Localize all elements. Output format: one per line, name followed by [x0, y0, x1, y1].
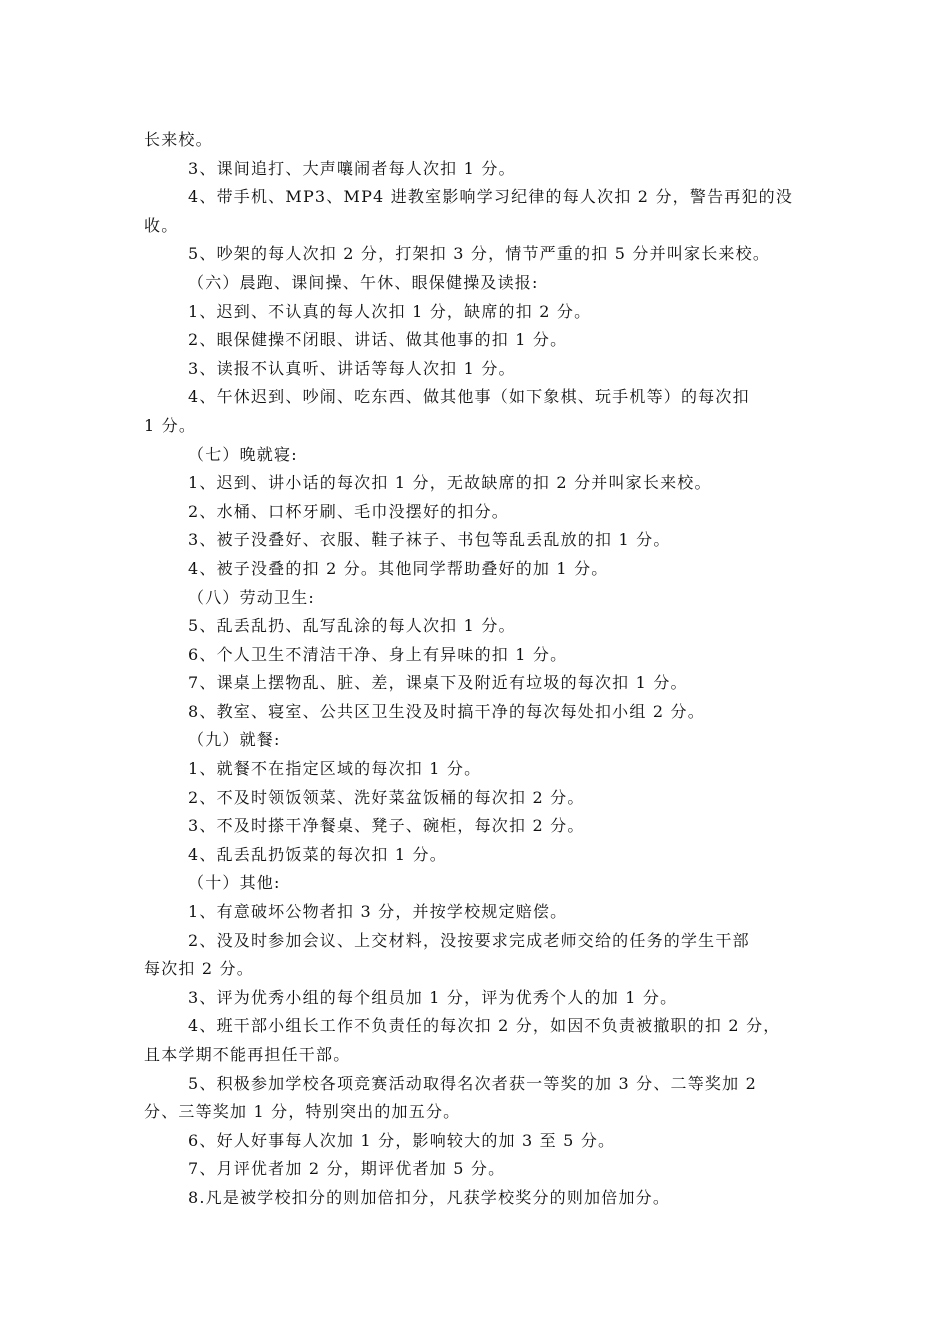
text-line: 每次扣 2 分。: [144, 959, 254, 979]
text-line: 3、读报不认真听、讲话等每人次扣 1 分。: [188, 358, 516, 378]
text-line: （十）其他:: [188, 873, 281, 893]
text-line: 8、教室、寝室、公共区卫生没及时搞干净的每次每处扣小组 2 分。: [188, 701, 705, 721]
text-line: 3、被子没叠好、衣服、鞋子袜子、书包等乱丢乱放的扣 1 分。: [188, 530, 671, 550]
text-line: 5、吵架的每人次扣 2 分，打架扣 3 分，情节严重的扣 5 分并叫家长来校。: [188, 244, 771, 264]
text-line: 1、有意破坏公物者扣 3 分，并按学校规定赔偿。: [188, 902, 568, 922]
text-line: （九）就餐:: [188, 730, 281, 750]
text-line: 3、不及时搽干净餐桌、凳子、碗柜，每次扣 2 分。: [188, 816, 585, 836]
text-line: 7、课桌上摆物乱、脏、差，课桌下及附近有垃圾的每次扣 1 分。: [188, 673, 688, 693]
text-line: 1、迟到、讲小话的每次扣 1 分，无故缺席的扣 2 分并叫家长来校。: [188, 473, 712, 493]
text-line: 2、没及时参加会议、上交材料，没按要求完成老师交给的任务的学生干部: [188, 930, 750, 950]
text-line: 4、午休迟到、吵闹、吃东西、做其他事（如下象棋、玩手机等）的每次扣: [188, 387, 750, 407]
text-line: 2、不及时领饭领菜、洗好菜盆饭桶的每次扣 2 分。: [188, 787, 585, 807]
text-line: 1 分。: [144, 415, 197, 435]
text-line: 1、迟到、不认真的每人次扣 1 分，缺席的扣 2 分。: [188, 301, 592, 321]
text-line: （六）晨跑、课间操、午休、眼保健操及读报:: [188, 272, 539, 292]
text-line: 8.凡是被学校扣分的则加倍扣分，凡获学校奖分的则加倍加分。: [188, 1187, 671, 1207]
text-line: 长来校。: [144, 130, 213, 149]
text-line: 且本学期不能再担任干部。: [144, 1045, 351, 1064]
text-line: 5、积极参加学校各项竞赛活动取得名次者获一等奖的加 3 分、二等奖加 2: [188, 1073, 757, 1093]
text-line: 3、评为优秀小组的每个组员加 1 分，评为优秀个人的加 1 分。: [188, 987, 678, 1007]
text-line: 2、水桶、口杯牙刷、毛巾没摆好的扣分。: [188, 501, 509, 521]
document-body: [144, 126, 812, 1213]
text-line: 4、被子没叠的扣 2 分。其他同学帮助叠好的加 1 分。: [188, 558, 609, 578]
text-line: （八）劳动卫生:: [188, 587, 315, 607]
text-line: 1、就餐不在指定区域的每次扣 1 分。: [188, 759, 482, 779]
text-line: 3、课间追打、大声嚷闹者每人次扣 1 分。: [188, 158, 516, 178]
text-line: 6、个人卫生不清洁干净、身上有异味的扣 1 分。: [188, 644, 568, 664]
text-line: 收。: [144, 215, 179, 235]
text-line: 7、月评优者加 2 分，期评优者加 5 分。: [188, 1159, 506, 1179]
text-line: 5、乱丢乱扔、乱写乱涂的每人次扣 1 分。: [188, 616, 516, 636]
text-line: 6、好人好事每人次加 1 分，影响较大的加 3 至 5 分。: [188, 1130, 616, 1150]
text-line: 4、带手机、MP3、MP4 进教室影响学习纪律的每人次扣 2 分，警告再犯的没: [188, 187, 794, 207]
text-line: 分、三等奖加 1 分，特别突出的加五分。: [144, 1102, 461, 1122]
text-line: 4、乱丢乱扔饭菜的每次扣 1 分。: [188, 844, 447, 864]
text-line: （七）晚就寝:: [188, 444, 298, 464]
text-line: 2、眼保健操不闭眼、讲话、做其他事的扣 1 分。: [188, 330, 568, 350]
text-line: 4、班干部小组长工作不负责任的每次扣 2 分，如因不负责被撤职的扣 2 分，: [188, 1016, 781, 1036]
